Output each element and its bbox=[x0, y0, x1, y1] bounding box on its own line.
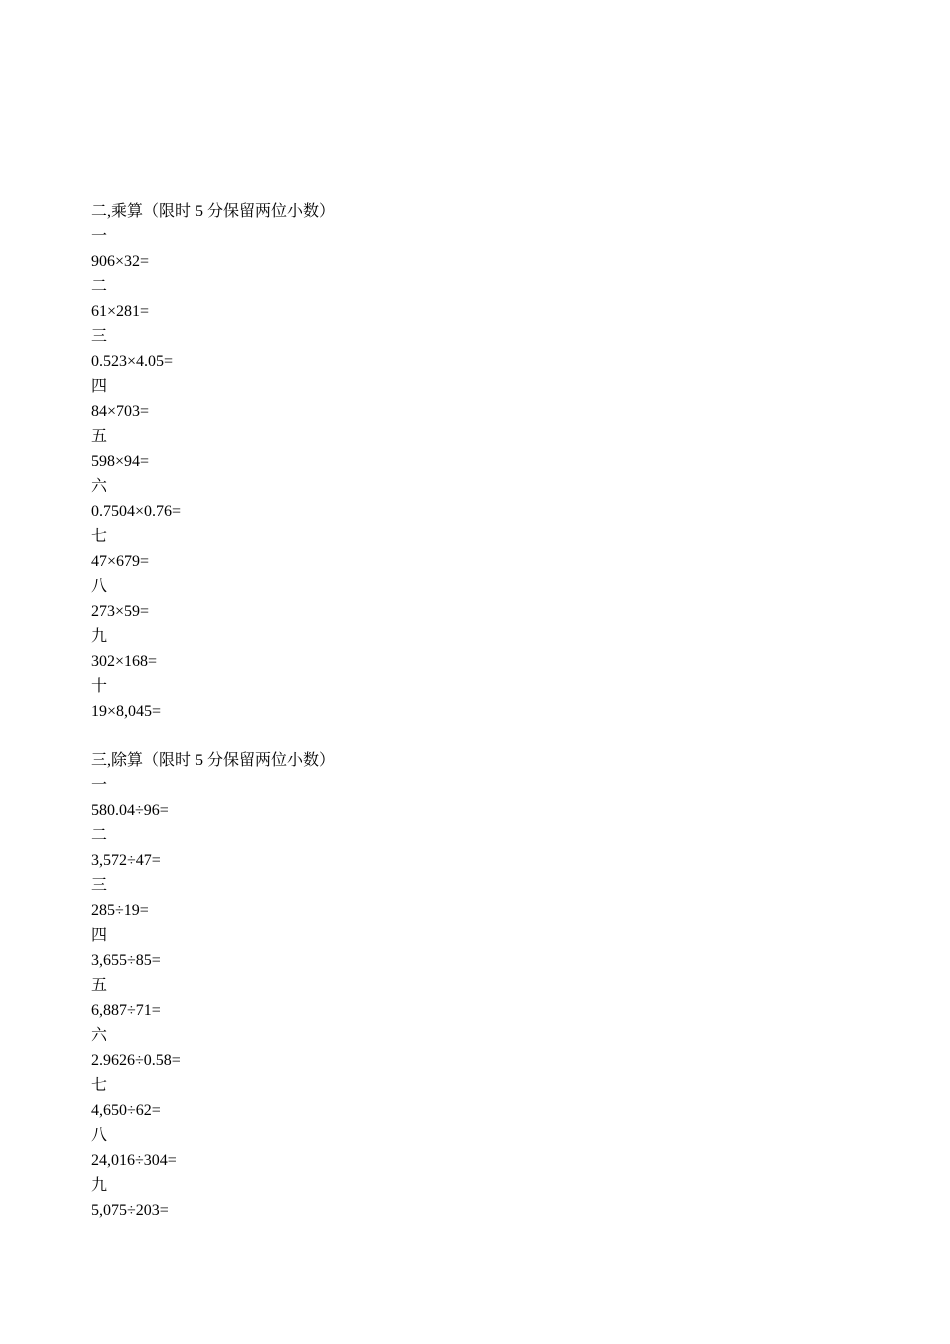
problem-number: 六 bbox=[91, 1027, 108, 1044]
problem-number: 八 bbox=[91, 578, 108, 595]
division-section bbox=[91, 748, 891, 1223]
problem-number: 四 bbox=[91, 378, 108, 395]
problem-number: 六 bbox=[91, 478, 108, 495]
problem-expression: 3,655÷85= bbox=[91, 952, 161, 969]
problem-number: 九 bbox=[91, 1177, 108, 1194]
problem-number: 一 bbox=[91, 228, 108, 245]
problem-number: 七 bbox=[91, 528, 108, 545]
problem-expression: 3,572÷47= bbox=[91, 852, 161, 869]
problem-expression: 24,016÷304= bbox=[91, 1152, 177, 1169]
problem-number: 八 bbox=[91, 1127, 108, 1144]
problem-number: 三 bbox=[91, 328, 108, 345]
problem-expression: 0.523×4.05= bbox=[91, 353, 174, 370]
problem-expression: 302×168= bbox=[91, 653, 158, 670]
problem-expression: 84×703= bbox=[91, 403, 150, 420]
problem-expression: 0.7504×0.76= bbox=[91, 503, 182, 520]
problem-expression: 61×281= bbox=[91, 303, 150, 320]
problem-expression: 906×32= bbox=[91, 253, 150, 270]
problem-number: 四 bbox=[91, 927, 108, 944]
problem-expression: 598×94= bbox=[91, 453, 150, 470]
problem-expression: 2.9626÷0.58= bbox=[91, 1052, 181, 1069]
problem-expression: 47×679= bbox=[91, 553, 150, 570]
problem-expression: 5,075÷203= bbox=[91, 1202, 169, 1219]
section-spacer bbox=[91, 724, 891, 748]
problem-expression: 4,650÷62= bbox=[91, 1102, 161, 1119]
problem-number: 三 bbox=[91, 877, 108, 894]
problem-number: 五 bbox=[91, 428, 108, 445]
worksheet bbox=[91, 199, 891, 1223]
problem-number: 二 bbox=[91, 827, 108, 844]
problem-number: 九 bbox=[91, 628, 108, 645]
multiplication-section bbox=[91, 199, 891, 724]
problem-number: 二 bbox=[91, 278, 108, 295]
problem-number: 十 bbox=[91, 678, 108, 695]
problem-expression: 285÷19= bbox=[91, 902, 149, 919]
section-heading: 二,乘算（限时 5 分保留两位小数） bbox=[91, 203, 336, 220]
problem-expression: 273×59= bbox=[91, 603, 150, 620]
problem-number: 七 bbox=[91, 1077, 108, 1094]
problem-expression: 6,887÷71= bbox=[91, 1002, 161, 1019]
problem-expression: 19×8,045= bbox=[91, 703, 162, 720]
section-heading: 三,除算（限时 5 分保留两位小数） bbox=[91, 752, 336, 769]
problem-expression: 580.04÷96= bbox=[91, 802, 169, 819]
problem-number: 五 bbox=[91, 977, 108, 994]
problem-number: 一 bbox=[91, 777, 108, 794]
